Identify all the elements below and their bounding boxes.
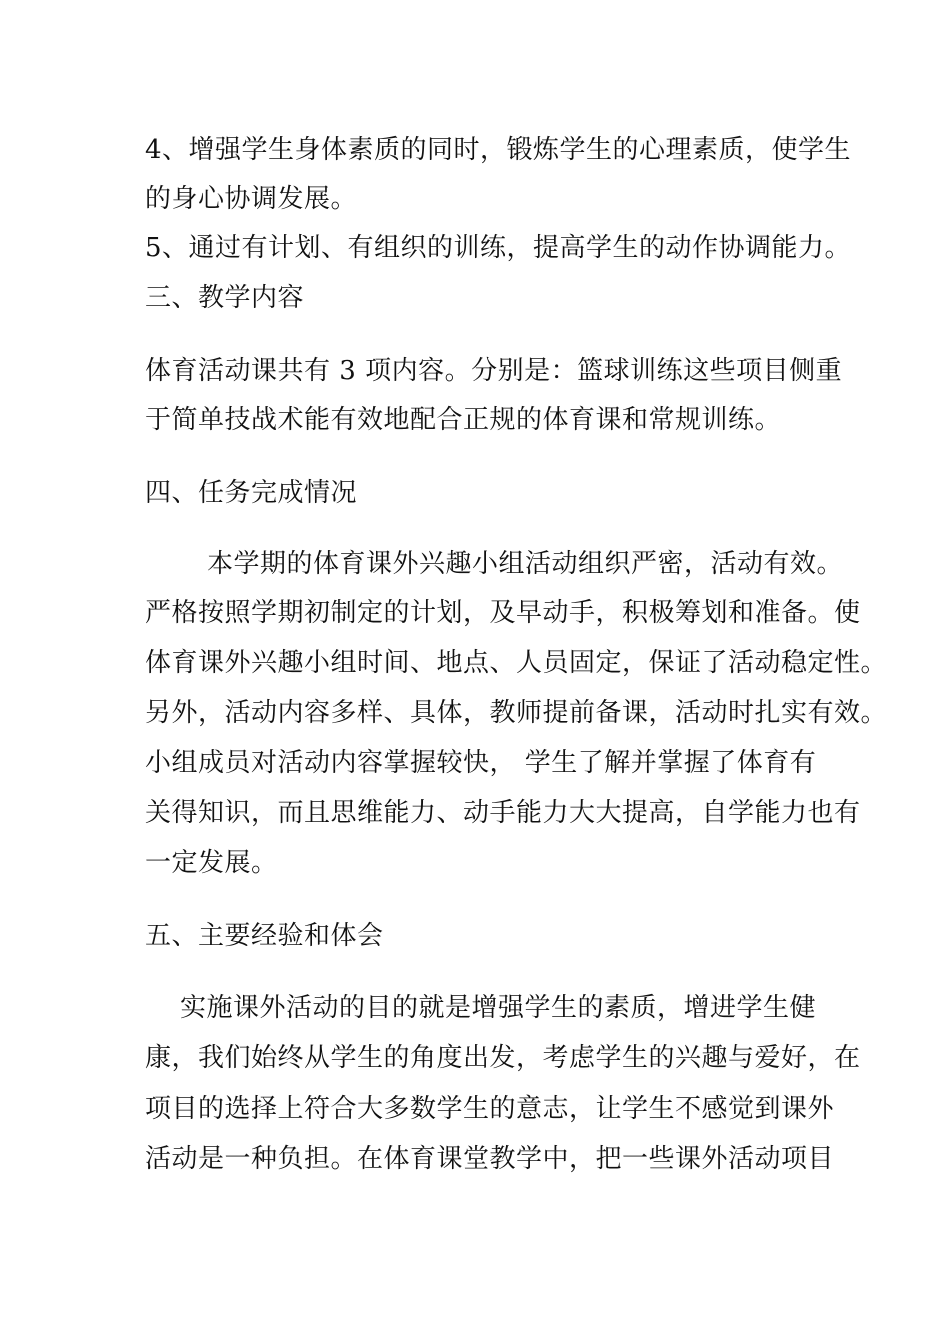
text-line: 4、增强学生身体素质的同时，锻炼学生的心理素质，使学生 — [145, 135, 852, 165]
text-line: 体育活动课共有 3 项内容。分别是：篮球训练这些项目侧重 — [145, 356, 843, 386]
section-heading: 四、任务完成情况 — [145, 478, 358, 508]
text-line: 的身心协调发展。 — [145, 184, 358, 214]
text-line: 小组成员对活动内容掌握较快， 学生了解并掌握了体育有 — [145, 748, 817, 778]
text-line: 另外，活动内容多样、具体，教师提前备课，活动时扎实有效。 — [145, 698, 888, 728]
section-heading: 五、主要经验和体会 — [145, 921, 384, 951]
text-line: 体育课外兴趣小组时间、地点、人员固定，保证了活动稳定性。 — [145, 648, 888, 678]
text-line: 实施课外活动的目的就是增强学生的素质，增进学生健 — [180, 993, 817, 1023]
text-line: 一定发展。 — [145, 848, 278, 878]
text-line: 活动是一种负担。在体育课堂教学中，把一些课外活动项目 — [145, 1144, 835, 1174]
text-line: 严格按照学期初制定的计划，及早动手，积极筹划和准备。使 — [145, 598, 861, 628]
text-line: 于简单技战术能有效地配合正规的体育课和常规训练。 — [145, 405, 782, 435]
text-line: 本学期的体育课外兴趣小组活动组织严密，活动有效。 — [207, 549, 844, 579]
text-line: 5、通过有计划、有组织的训练，提高学生的动作协调能力。 — [145, 233, 852, 263]
text-line: 项目的选择上符合大多数学生的意志，让学生不感觉到课外 — [145, 1094, 835, 1124]
text-line: 康，我们始终从学生的角度出发，考虑学生的兴趣与爱好，在 — [145, 1043, 861, 1073]
text-line: 关得知识，而且思维能力、动手能力大大提高，自学能力也有 — [145, 798, 861, 828]
section-heading: 三、教学内容 — [145, 283, 305, 313]
